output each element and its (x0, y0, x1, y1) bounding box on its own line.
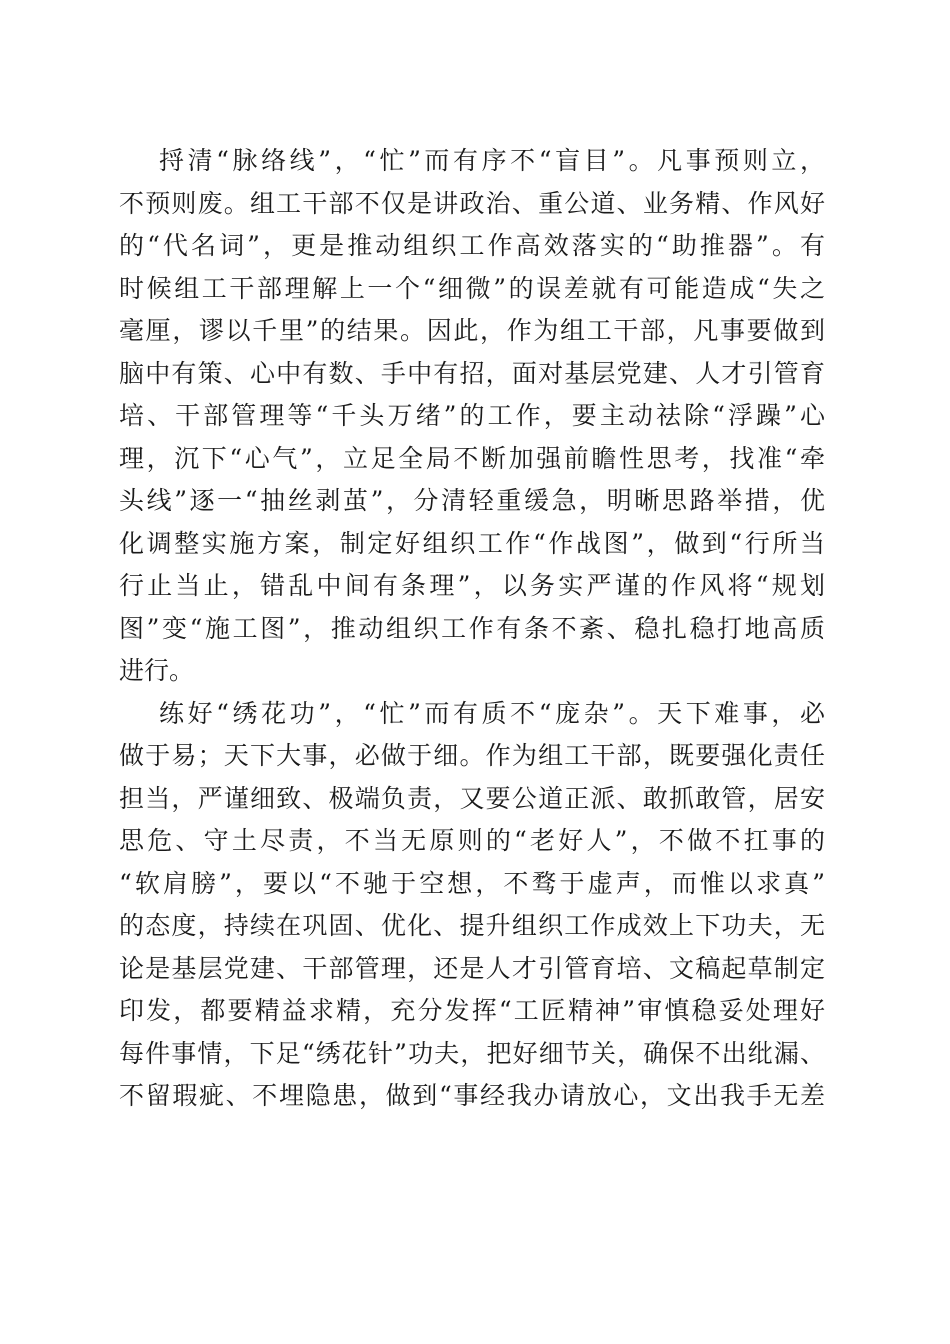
paragraph-2-line-7: 论是基层党建、干部管理，还是人才引管育培、文稿起草制定 (119, 953, 825, 983)
paragraph-1-line-8: 理，沉下“心气”，立足全局不断加强前瞻性思考，找准“牵 (119, 443, 825, 473)
paragraph-1-line-10: 化调整实施方案，制定好组织工作“作战图”，做到“行所当 (119, 528, 825, 558)
paragraph-1-line-11: 行止当止，错乱中间有条理”，以务实严谨的作风将“规划 (119, 571, 825, 600)
paragraph-2-line-2: 做于易；天下大事，必做于细。作为组工干部，既要强化责任 (119, 741, 825, 770)
paragraph-1-line-9: 头线”逐一“抽丝剥茧”，分清轻重缓急，明晰思路举措，优 (119, 486, 825, 515)
paragraph-2-line-1: 练好“绣花功”，“忙”而有质不“庞杂”。天下难事，必 (159, 698, 825, 728)
paragraph-2-line-9: 每件事情，下足“绣花针”功夫，把好细节关，确保不出纰漏、 (119, 1038, 825, 1068)
paragraph-2-line-3: 担当，严谨细致、极端负责，又要公道正派、敢抓敢管，居安 (119, 783, 825, 813)
paragraph-2-line-5: “软肩膀”，要以“不驰于空想，不骛于虚声，而惟以求真” (119, 868, 825, 898)
paragraph-2-line-8: 印发，都要精益求精，充分发挥“工匠精神”审慎稳妥处理好 (119, 996, 825, 1025)
paragraph-2-line-4: 思危、守土尽责，不当无原则的“老好人”，不做不扛事的 (119, 826, 825, 855)
paragraph-1-line-7: 培、干部管理等“千头万绪”的工作，要主动祛除“浮躁”心 (119, 401, 825, 430)
paragraph-1-line-4: 时候组工干部理解上一个“细微”的误差就有可能造成“失之 (119, 273, 825, 303)
paragraph-1-line-3: 的“代名词”，更是推动组织工作高效落实的“助推器”。有 (119, 231, 825, 260)
paragraph-1-line-12: 图”变“施工图”，推动组织工作有条不紊、稳扎稳打地高质 (119, 613, 825, 643)
paragraph-1-line-13: 进行。 (119, 656, 195, 685)
paragraph-2-line-10: 不留瑕疵、不埋隐患，做到“事经我办请放心，文出我手无差 (119, 1081, 825, 1110)
paragraph-1-line-2: 不预则废。组工干部不仅是讲政治、重公道、业务精、作风好 (119, 188, 825, 218)
paragraph-2-line-6: 的态度，持续在巩固、优化、提升组织工作成效上下功夫，无 (119, 911, 825, 940)
paragraph-1-line-5: 毫厘，谬以千里”的结果。因此，作为组工干部，凡事要做到 (119, 316, 825, 345)
paragraph-1-line-1: 捋清“脉络线”，“忙”而有序不“盲目”。凡事预则立， (159, 146, 825, 175)
document-body (119, 140, 825, 1118)
paragraph-1-line-6: 脑中有策、心中有数、手中有招，面对基层党建、人才引管育 (119, 358, 825, 388)
